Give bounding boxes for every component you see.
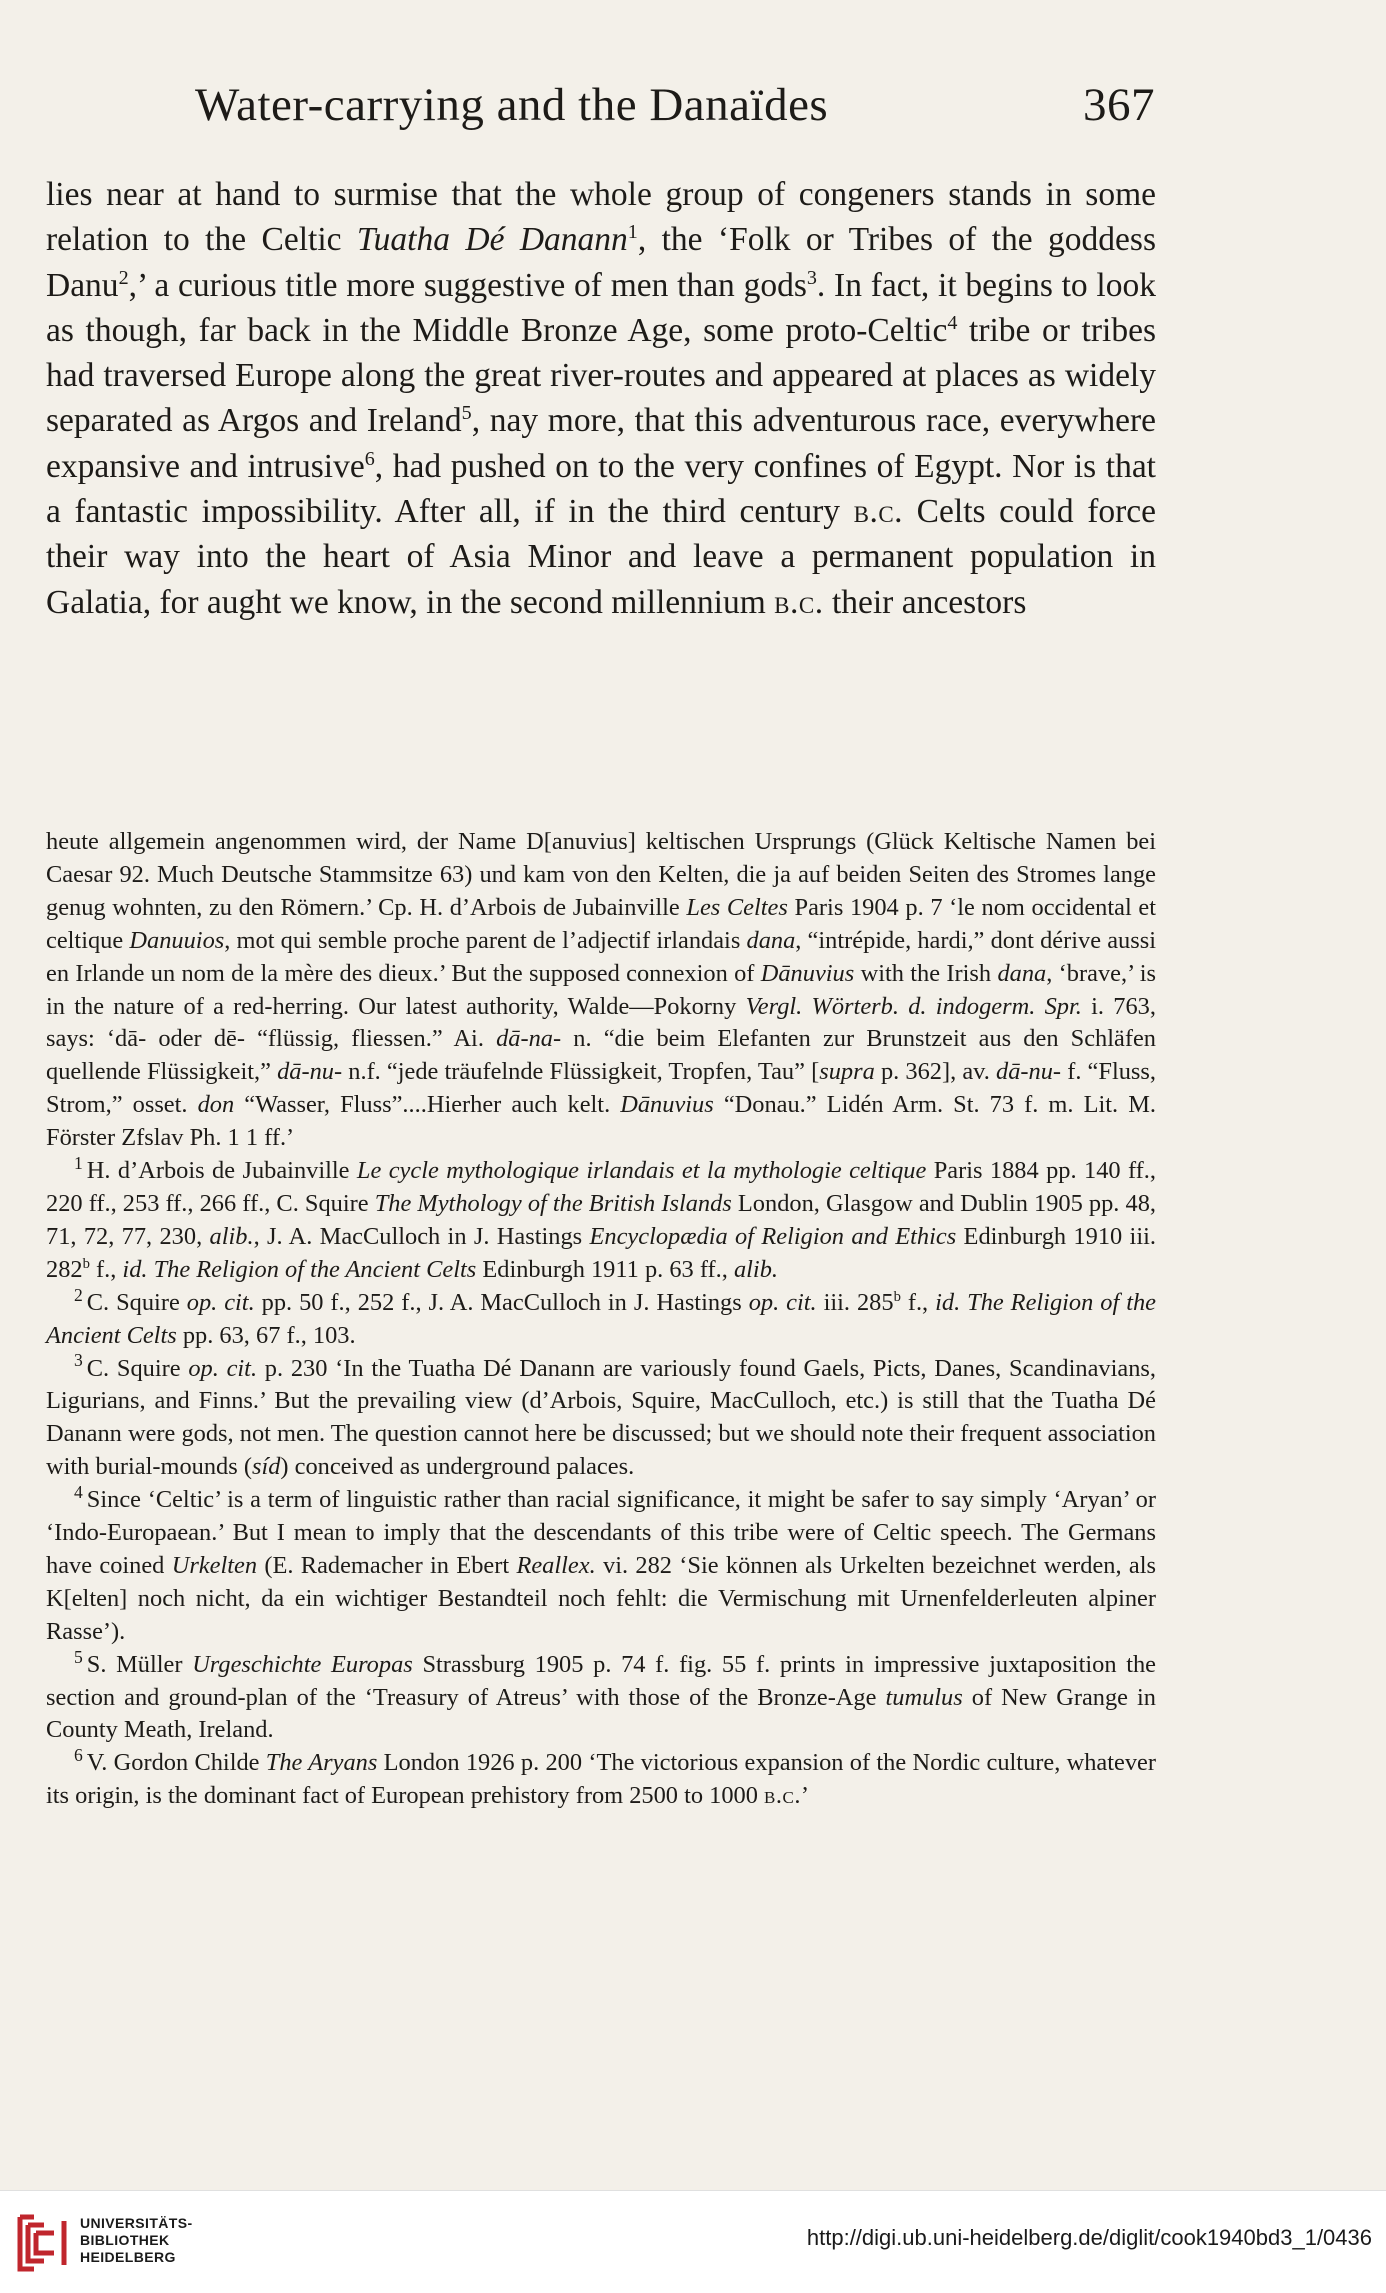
footnote-6: $^6$ V. Gordon Childe The Aryans London 1926 p. 200 ‘The victorious expansion of the Nordic culture, whatever its origin, is the dominant fact of European prehistory from 2500 to 1000 b.c.’ bbox=[46, 1745, 1156, 1810]
library-name-line-3: HEIDELBERG bbox=[80, 2249, 176, 2265]
footnote-continuation: heute allgemein angenommen wird, der Name D[anuvius] keltischen Ursprungs (Glück Keltische Namen bei Caesar 92. Much Deutsche Stammsitze 63) und kam von den Kelten, die ja auf beiden Seiten des Stromes lange genug wohnten, zu den Römern.’ Cp. H. d’Arbois de Jubainville Les Celtes Paris 1904 p. 7 ‘le nom occidental et celtique Danuuios, mot qui semble proche parent de l’adjectif irlandais dana, “intrépide, hardi,” dont dérive aussi en Irlande un nom de la mère des dieux.’ But the supposed connexion of Dānuvius with the Irish dana, ‘brave,’ is in the nature of a red-herring. Our latest authority, Walde—Pokorny Vergl. Wörterb. d. indogerm. Spr. i. 763, says: ‘dā- oder dē- “flüssig, fliessen.” Ai. dā-na- n. “die beim Elefanten zur Brunstzeit aus den Schläfen quellende Flüssigkeit,” dā-nu- n.f. “jede träufelnde Flüssigkeit, Tropfen, Tau” [supra p. 362], av. dā-nu- f. “Fluss, Strom,” osset. don “Wasser, Fluss”....Hierher auch kelt. Dānuvius “Donau.” Lidén Arm. St. 73 f. m. Lit. M. Förster Zfslav Ph. 1 1 ff.’ bbox=[46, 828, 1157, 1152]
footnote-2: $^2$ C. Squire op. cit. pp. 50 f., 252 f., J. A. MacCulloch in J. Hastings op. cit. iii. 285$^b$ f., id. The Religion of the Ancient Celts pp. 63, 67 f., 103. bbox=[46, 1284, 1156, 1349]
university-library-logo-icon bbox=[14, 2211, 72, 2275]
footnote-5: $^5$ S. Müller Urgeschichte Europas Strassburg 1905 p. 74 f. fig. 55 f. prints in impressive juxtaposition the section and ground-plan of the ‘Treasury of Atreus’ with those of the Bronze-Age tumulus of New Grange in County Meath, Ireland. bbox=[46, 1646, 1156, 1744]
page-number: 367 bbox=[1083, 79, 1155, 131]
footnote-3: $^3$ C. Squire op. cit. p. 230 ‘In the Tuatha Dé Danann are variously found Gaels, Picts, Danes, Scandinavians, Ligurians, and Finns.’ But the prevailing view (d’Arbois, Squire, MacCulloch, etc.) is still that the Tuatha Dé Danann were gods, not men. The question cannot here be discussed; but we should note their frequent association with burial-mounds (síd) conceived as underground palaces. bbox=[46, 1350, 1156, 1481]
library-name-line-2: BIBLIOTHEK bbox=[80, 2232, 170, 2248]
digitization-footer bbox=[0, 2190, 1386, 2293]
library-name-line-1: UNIVERSITÄTS- bbox=[80, 2215, 193, 2231]
main-paragraph: lies near at hand to surmise that the whole group of congeners stands in some relation to the Celtic Tuatha Dé Danann$^1$, the ‘Folk or Tribes of the goddess Danu$^2$,’ a curious title more suggestive of men than gods$^3$. In fact, it begins to look as though, far back in the Middle Bronze Age, some proto-Celtic$^4$ tribe or tribes had traversed Europe along the great river-routes and appeared at places as widely separated as Argos and Ireland$^5$, nay more, that this adventurous race, everywhere expansive and intrusive$^6$, had pushed on to the very confines of Egypt. Nor is that a fantastic impossibility. After all, if in the third century b.c. Celts could force their way into the heart of Asia Minor and leave a permanent population in Galatia, for aught we know, in the second millennium b.c. their ancestors bbox=[46, 176, 1157, 621]
library-name bbox=[80, 2215, 193, 2266]
footnote-4: $^4$ Since ‘Celtic’ is a term of linguistic rather than racial significance, it might be safer to say simply ‘Aryan’ or ‘Indo-Europaean.’ But I mean to imply that the descendants of this tribe were of Celtic speech. The Germans have coined Urkelten (E. Rademacher in Ebert Reallex. vi. 282 ‘Sie können als Urkelten bezeichnet werden, als K[elten] noch nicht, da ein wichtiger Bestandteil noch fehlt: die Vermischung mit Urnenfelderleuten alpiner Rasse’). bbox=[46, 1482, 1156, 1645]
running-head-title: Water-carrying and the Danaïdes bbox=[195, 79, 829, 131]
footnotes bbox=[46, 826, 1156, 1813]
footnote-1: $^1$ H. d’Arbois de Jubainville Le cycle mythologique irlandais et la mythologie celtique Paris 1884 pp. 140 ff., 220 ff., 253 ff., 266 ff., C. Squire The Mythology of the British Islands London, Glasgow and Dublin 1905 pp. 48, 71, 72, 77, 230, alib., J. A. MacCulloch in J. Hastings Encyclopædia of Religion and Ethics Edinburgh 1910 iii. 282$^b$ f., id. The Religion of the Ancient Celts Edinburgh 1911 p. 63 ff., alib. bbox=[46, 1152, 1156, 1283]
source-url-link[interactable]: http://digi.ub.uni-heidelberg.de/diglit/cook1940bd3_1/0436 bbox=[806, 2225, 1372, 2250]
